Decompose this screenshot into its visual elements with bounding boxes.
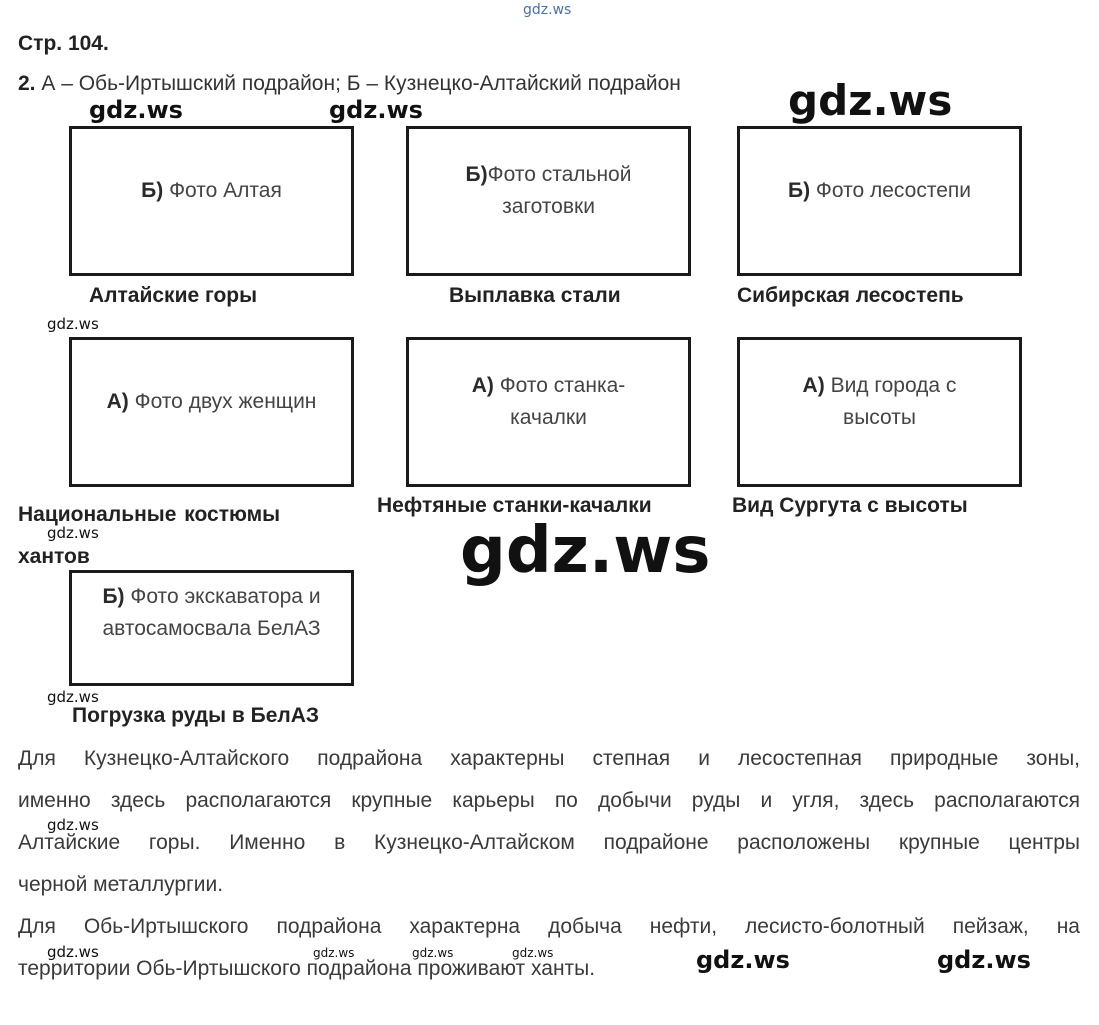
paragraph-line: Для Обь-Иртышского подрайона характерна добыча нефти, лесисто-болотный пейзаж, на <box>18 915 1080 938</box>
box-letter: Б) <box>465 163 488 186</box>
page-reference: Стр. 104. <box>18 32 109 55</box>
answer-number: 2. <box>18 72 36 95</box>
box-text: Фото стальной заготовки <box>487 163 632 218</box>
photo-box-altai <box>69 126 354 276</box>
caption-oil-pumpjacks: Нефтяные станки-качалки <box>377 494 652 517</box>
watermark: gdz.ws <box>412 946 454 960</box>
answer-line <box>18 72 681 96</box>
photo-box-city-view <box>737 337 1022 487</box>
watermark: gdz.ws <box>47 524 99 542</box>
watermark: gdz.ws <box>47 688 99 706</box>
photo-box-steel <box>406 126 691 276</box>
watermark: gdz.ws <box>329 96 423 124</box>
box-text: Фото экскаватора и автосамосвала БелАЗ <box>102 585 321 640</box>
box-letter: А) <box>106 390 129 413</box>
paragraph-line: Для Кузнецко-Алтайского подрайона характерны степная и лесостепная природные зоны, <box>18 747 1080 770</box>
watermark: gdz.ws <box>523 2 572 18</box>
photo-box-two-women <box>69 337 354 487</box>
watermark: gdz.ws <box>512 946 554 960</box>
photo-box-pumpjack <box>406 337 691 487</box>
watermark: gdz.ws <box>47 315 99 333</box>
paragraph-line: территории Обь-Иртышского подрайона проживают ханты. <box>18 957 596 980</box>
watermark: gdz.ws <box>696 946 790 974</box>
caption-altai-mountains: Алтайские горы <box>89 284 258 307</box>
paragraph-line: именно здесь располагаются крупные карьеры по добычи руды и угля, здесь располагаются <box>18 789 1080 812</box>
box-letter: Б) <box>141 179 164 202</box>
photo-box-excavator <box>69 570 354 686</box>
box-text: Вид города с высоты <box>830 374 957 429</box>
box-text: Фото станка-качалки <box>499 374 626 429</box>
caption-surgut-view: Вид Сургута с высоты <box>732 494 968 517</box>
box-letter: А) <box>471 374 494 397</box>
watermark: gdz.ws <box>89 96 183 124</box>
box-letter: Б) <box>787 179 811 202</box>
watermark: gdz.ws <box>47 943 99 961</box>
caption-ore-loading: Погрузка руды в БелАЗ <box>72 704 320 727</box>
paragraph-kuznetsk-altai <box>18 738 1080 906</box>
box-text: Фото двух женщин <box>134 390 317 413</box>
paragraph-line: черной металлургии. <box>18 873 224 896</box>
paragraph-line: Алтайские горы. Именно в Кузнецко-Алтайском подрайоне расположены крупные центры <box>18 831 1080 854</box>
box-letter: Б) <box>102 585 125 608</box>
caption-steel-smelting: Выплавка стали <box>449 284 621 307</box>
photo-box-forest-steppe <box>737 126 1022 276</box>
box-letter: А) <box>802 374 825 397</box>
watermark: gdz.ws <box>788 76 953 125</box>
watermark: gdz.ws <box>460 514 711 588</box>
answer-text: А – Обь-Иртышский подрайон; Б – Кузнецко-Алтайский подрайон <box>41 72 681 95</box>
box-text: Фото Алтая <box>169 179 282 202</box>
watermark: gdz.ws <box>47 816 99 834</box>
watermark: gdz.ws <box>937 946 1031 974</box>
box-text: Фото лесостепи <box>815 179 972 202</box>
caption-siberian-forest-steppe: Сибирская лесостепь <box>737 284 964 307</box>
caption-national-costumes: Национальные костюмы хантов <box>18 503 281 568</box>
watermark: gdz.ws <box>313 946 355 960</box>
